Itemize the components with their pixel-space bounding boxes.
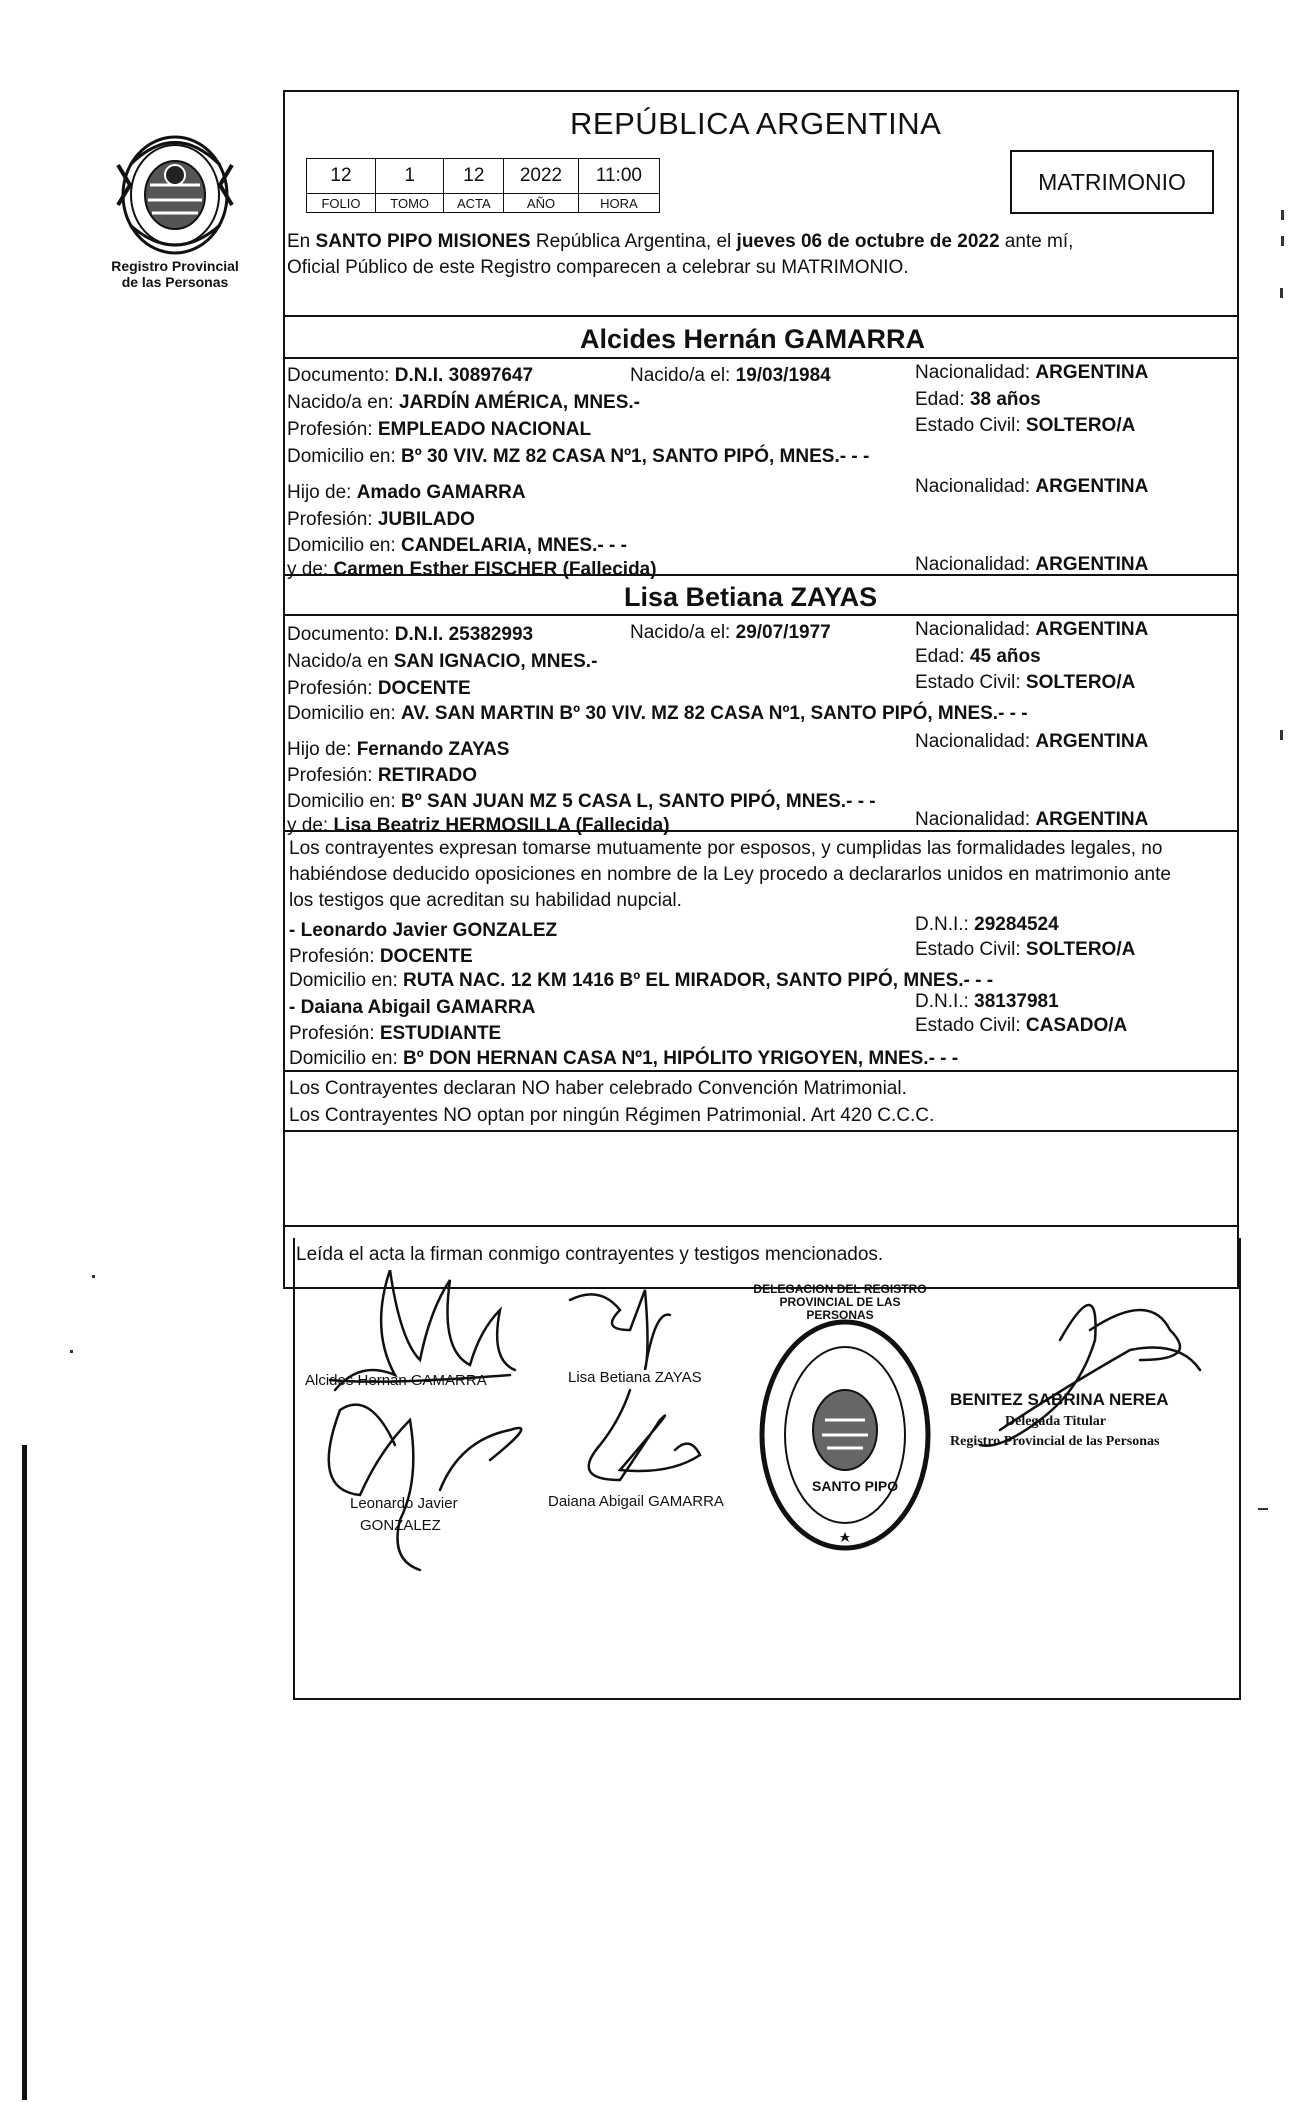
witness-2-dni — [915, 992, 1059, 1011]
groom-father-address — [287, 536, 627, 555]
official-name: BENITEZ SABRINA NEREA — [950, 1390, 1169, 1409]
scan-mark — [1258, 1508, 1268, 1510]
field-value: Bº DON HERNAN CASA Nº1, HIPÓLITO YRIGOYEN, MNES.- - - — [403, 1048, 959, 1069]
year-label: AÑO — [504, 194, 579, 213]
scan-edge-line — [22, 1445, 27, 2100]
divider — [283, 1130, 1237, 1132]
field-label: Estado Civil: — [915, 1015, 1021, 1036]
witness-1-address — [289, 971, 993, 990]
witness-1-name: - Leonardo Javier GONZALEZ — [289, 920, 558, 941]
groom-father — [287, 483, 526, 502]
regime-text: NO — [443, 1105, 472, 1126]
bride-civil-status — [915, 673, 1135, 692]
intro-date: jueves 06 de octubre de 2022 — [736, 231, 1000, 252]
bride-profession — [287, 679, 471, 698]
bride-birthplace — [287, 652, 597, 671]
declaration-line-2: habiéndose deducido oposiciones en nombre de la Ley procedo a declararlos unidos en matrimonio ante — [289, 864, 1171, 885]
field-value: D.N.I. 30897647 — [394, 365, 534, 386]
field-label: Nacido/a en — [287, 651, 389, 672]
field-value: DOCENTE — [379, 946, 473, 967]
field-value: 29/07/1977 — [735, 622, 831, 643]
field-label: Nacido/a en: — [287, 392, 394, 413]
field-value: ARGENTINA — [1035, 476, 1149, 497]
field-label: Domicilio en: — [287, 446, 396, 467]
field-label: Documento: — [287, 365, 390, 386]
bride-age — [915, 647, 1041, 666]
field-value: Fernando ZAYAS — [356, 739, 510, 760]
declaration-line-1: Los contrayentes expresan tomarse mutuamente por esposos, y cumplidas las formalidades legales, no — [289, 838, 1163, 859]
scan-mark — [92, 1275, 95, 1278]
bride-mother — [287, 816, 670, 835]
bride-father-nationality — [915, 732, 1148, 751]
groom-mother-nationality — [915, 555, 1148, 574]
field-value: SOLTERO/A — [1025, 939, 1136, 960]
field-label: Nacido/a el: — [630, 622, 731, 643]
field-label: y de: — [287, 815, 329, 836]
field-value: 29284524 — [974, 914, 1059, 935]
intro-line-1 — [287, 232, 1073, 251]
logo-caption-line2: de las Personas — [121, 274, 229, 291]
bride-address — [287, 704, 1028, 723]
field-value: RETIRADO — [377, 765, 478, 786]
field-label: Edad: — [915, 389, 965, 410]
witness-2-signature-label: Daiana Abigail GAMARRA — [548, 1493, 724, 1510]
field-value: D.N.I. 25382993 — [394, 624, 534, 645]
field-label: Estado Civil: — [915, 672, 1021, 693]
bride-mother-nationality — [915, 810, 1148, 829]
bride-signature-label: Lisa Betiana ZAYAS — [568, 1369, 702, 1386]
field-value: 38137981 — [974, 991, 1059, 1012]
field-label: Profesión: — [289, 946, 375, 967]
logo-caption-line1: Registro Provincial — [111, 258, 239, 274]
acta-label: ACTA — [444, 194, 504, 213]
field-label: Nacionalidad: — [915, 362, 1031, 383]
groom-address — [287, 447, 869, 466]
folio-value: 12 — [307, 159, 376, 194]
field-value: JARDÍN AMÉRICA, MNES.- — [398, 392, 640, 413]
groom-nationality — [915, 363, 1148, 382]
bride-document — [287, 625, 533, 644]
field-value: 19/03/1984 — [735, 365, 831, 386]
divider — [283, 357, 1237, 359]
record-type: MATRIMONIO — [1038, 168, 1186, 195]
field-label: Nacionalidad: — [915, 731, 1031, 752]
intro-text: República Argentina, el — [535, 231, 732, 252]
official-org: Registro Provincial de las Personas — [950, 1434, 1160, 1449]
tomo-label: TOMO — [375, 194, 444, 213]
field-value: ARGENTINA — [1035, 731, 1149, 752]
signatures-area — [300, 1270, 1230, 1670]
scan-mark — [1281, 236, 1284, 246]
regime-line-1 — [289, 1079, 907, 1098]
scan-mark — [1280, 288, 1283, 298]
field-label: Domicilio en: — [289, 1048, 398, 1069]
time-value: 11:00 — [578, 159, 659, 194]
witness-1-profession — [289, 947, 473, 966]
field-label: Profesión: — [287, 765, 373, 786]
field-label: Domicilio en: — [287, 703, 396, 724]
field-value: Carmen Esther FISCHER (Fallecida) — [333, 559, 657, 580]
divider — [283, 1225, 1237, 1227]
field-label: Estado Civil: — [915, 939, 1021, 960]
witness-1-signature-label-line2: GONZALEZ — [360, 1517, 441, 1534]
groom-age — [915, 390, 1041, 409]
regime-line-2 — [289, 1106, 934, 1125]
divider — [283, 614, 1237, 616]
field-label: D.N.I.: — [915, 991, 969, 1012]
groom-name: Alcides Hernán GAMARRA — [580, 324, 926, 354]
field-label: Nacido/a el: — [630, 365, 731, 386]
groom-birthplace — [287, 393, 640, 412]
field-value: CANDELARIA, MNES.- - - — [401, 535, 627, 556]
field-value: 38 años — [969, 389, 1041, 410]
witness-2-signature — [589, 1390, 700, 1480]
time-label: HORA — [578, 194, 659, 213]
field-value: EMPLEADO NACIONAL — [377, 419, 592, 440]
field-value: ARGENTINA — [1035, 362, 1149, 383]
scan-mark — [1281, 210, 1284, 220]
field-value: CASADO/A — [1025, 1015, 1128, 1036]
divider — [283, 315, 1237, 317]
field-value: RUTA NAC. 12 KM 1416 Bº EL MIRADOR, SANTO PIPÓ, MNES.- - - — [403, 970, 994, 991]
regime-text: Los Contrayentes declaran — [289, 1078, 517, 1099]
groom-document — [287, 366, 533, 385]
field-label: Profesión: — [287, 509, 373, 530]
record-type-box — [1010, 150, 1214, 214]
field-label: Nacionalidad: — [915, 619, 1031, 640]
field-label: Domicilio en: — [287, 791, 396, 812]
folio-label: FOLIO — [307, 194, 376, 213]
field-value: ARGENTINA — [1035, 619, 1149, 640]
field-label: Profesión: — [287, 678, 373, 699]
field-value: Bº SAN JUAN MZ 5 CASA L, SANTO PIPÓ, MNES.- - - — [401, 791, 876, 812]
acta-value: 12 — [444, 159, 504, 194]
field-label: y de: — [287, 559, 329, 580]
intro-place: SANTO PIPO MISIONES — [315, 231, 531, 252]
field-label: Nacionalidad: — [915, 809, 1031, 830]
seal-text: DELEGACION DEL REGISTRO PROVINCIAL DE LAS PERSONAS — [753, 1282, 927, 1323]
field-value: SAN IGNACIO, MNES.- — [393, 651, 598, 672]
bride-father — [287, 740, 509, 759]
field-value: ESTUDIANTE — [379, 1023, 502, 1044]
field-label: Nacionalidad: — [915, 476, 1031, 497]
witness-2-address — [289, 1049, 958, 1068]
field-label: Estado Civil: — [915, 415, 1021, 436]
groom-father-profession — [287, 510, 475, 529]
bride-nationality — [915, 620, 1148, 639]
regime-text: haber celebrado Convención Matrimonial. — [555, 1078, 907, 1099]
year-value: 2022 — [504, 159, 579, 194]
tomo-value: 1 — [375, 159, 444, 194]
field-label: Hijo de: — [287, 482, 352, 503]
field-value: DOCENTE — [377, 678, 471, 699]
field-label: Nacionalidad: — [915, 554, 1031, 575]
groom-signature-label: Alcides Hernán GAMARRA — [305, 1372, 487, 1389]
groom-civil-status — [915, 416, 1135, 435]
field-label: Domicilio en: — [289, 970, 398, 991]
declaration-line-3: los testigos que acreditan su habilidad nupcial. — [289, 890, 682, 911]
divider — [283, 1070, 1237, 1072]
groom-profession — [287, 420, 591, 439]
field-value: SOLTERO/A — [1025, 415, 1136, 436]
witness-2-civil-status — [915, 1016, 1127, 1035]
field-label: Documento: — [287, 624, 390, 645]
regime-text: NO — [521, 1078, 550, 1099]
witness-1-signature-label-line1: Leonardo Javier — [350, 1495, 458, 1512]
bride-name: Lisa Betiana ZAYAS — [624, 582, 878, 612]
field-label: D.N.I.: — [915, 914, 969, 935]
read-line: Leída el acta la firman conmigo contrayentes y testigos mencionados. — [296, 1244, 884, 1265]
field-value: SOLTERO/A — [1025, 672, 1136, 693]
field-value: ARGENTINA — [1035, 809, 1149, 830]
folio-grid — [306, 158, 660, 218]
official-role: Delegada Titular — [1005, 1414, 1106, 1429]
official-seal — [762, 1322, 928, 1548]
field-value: AV. SAN MARTIN Bº 30 VIV. MZ 82 CASA Nº1, SANTO PIPÓ, MNES.- - - — [401, 703, 1028, 724]
witness-1-civil-status — [915, 940, 1135, 959]
groom-father-nationality — [915, 477, 1148, 496]
scan-mark — [70, 1350, 73, 1353]
logo-caption — [95, 258, 255, 290]
field-label: Hijo de: — [287, 739, 352, 760]
field-label: Edad: — [915, 646, 965, 667]
bride-birthdate — [630, 623, 831, 642]
intro-text: En — [287, 231, 311, 252]
bride-father-address — [287, 792, 876, 811]
bride-father-profession — [287, 766, 477, 785]
field-value: 45 años — [969, 646, 1041, 667]
page-title: REPÚBLICA ARGENTINA — [570, 106, 942, 141]
bride-signature — [570, 1290, 670, 1370]
scan-mark — [1280, 730, 1283, 740]
intro-line-2: Oficial Público de este Registro comparecen a celebrar su MATRIMONIO. — [287, 257, 909, 278]
regime-text: Los Contrayentes — [289, 1105, 438, 1126]
regime-text: optan por ningún Régimen Patrimonial. Art 420 C.C.C. — [476, 1105, 935, 1126]
provincial-logo — [110, 125, 240, 260]
witness-2-name: - Daiana Abigail GAMARRA — [289, 997, 536, 1018]
groom-birthdate — [630, 366, 831, 385]
witness-1-signature — [329, 1405, 522, 1570]
intro-text: ante mí, — [1004, 231, 1074, 252]
field-label: Profesión: — [287, 419, 373, 440]
witness-1-dni — [915, 915, 1059, 934]
field-value: Lisa Beatriz HERMOSILLA (Fallecida) — [333, 815, 670, 836]
field-value: Bº 30 VIV. MZ 82 CASA Nº1, SANTO PIPÓ, MNES.- - - — [401, 446, 870, 467]
witness-2-profession — [289, 1024, 501, 1043]
seal-place: SANTO PIPO — [812, 1478, 899, 1494]
field-value: Amado GAMARRA — [356, 482, 526, 503]
field-label: Domicilio en: — [287, 535, 396, 556]
field-value: ARGENTINA — [1035, 554, 1149, 575]
groom-mother — [287, 560, 657, 579]
field-value: JUBILADO — [377, 509, 475, 530]
field-label: Profesión: — [289, 1023, 375, 1044]
